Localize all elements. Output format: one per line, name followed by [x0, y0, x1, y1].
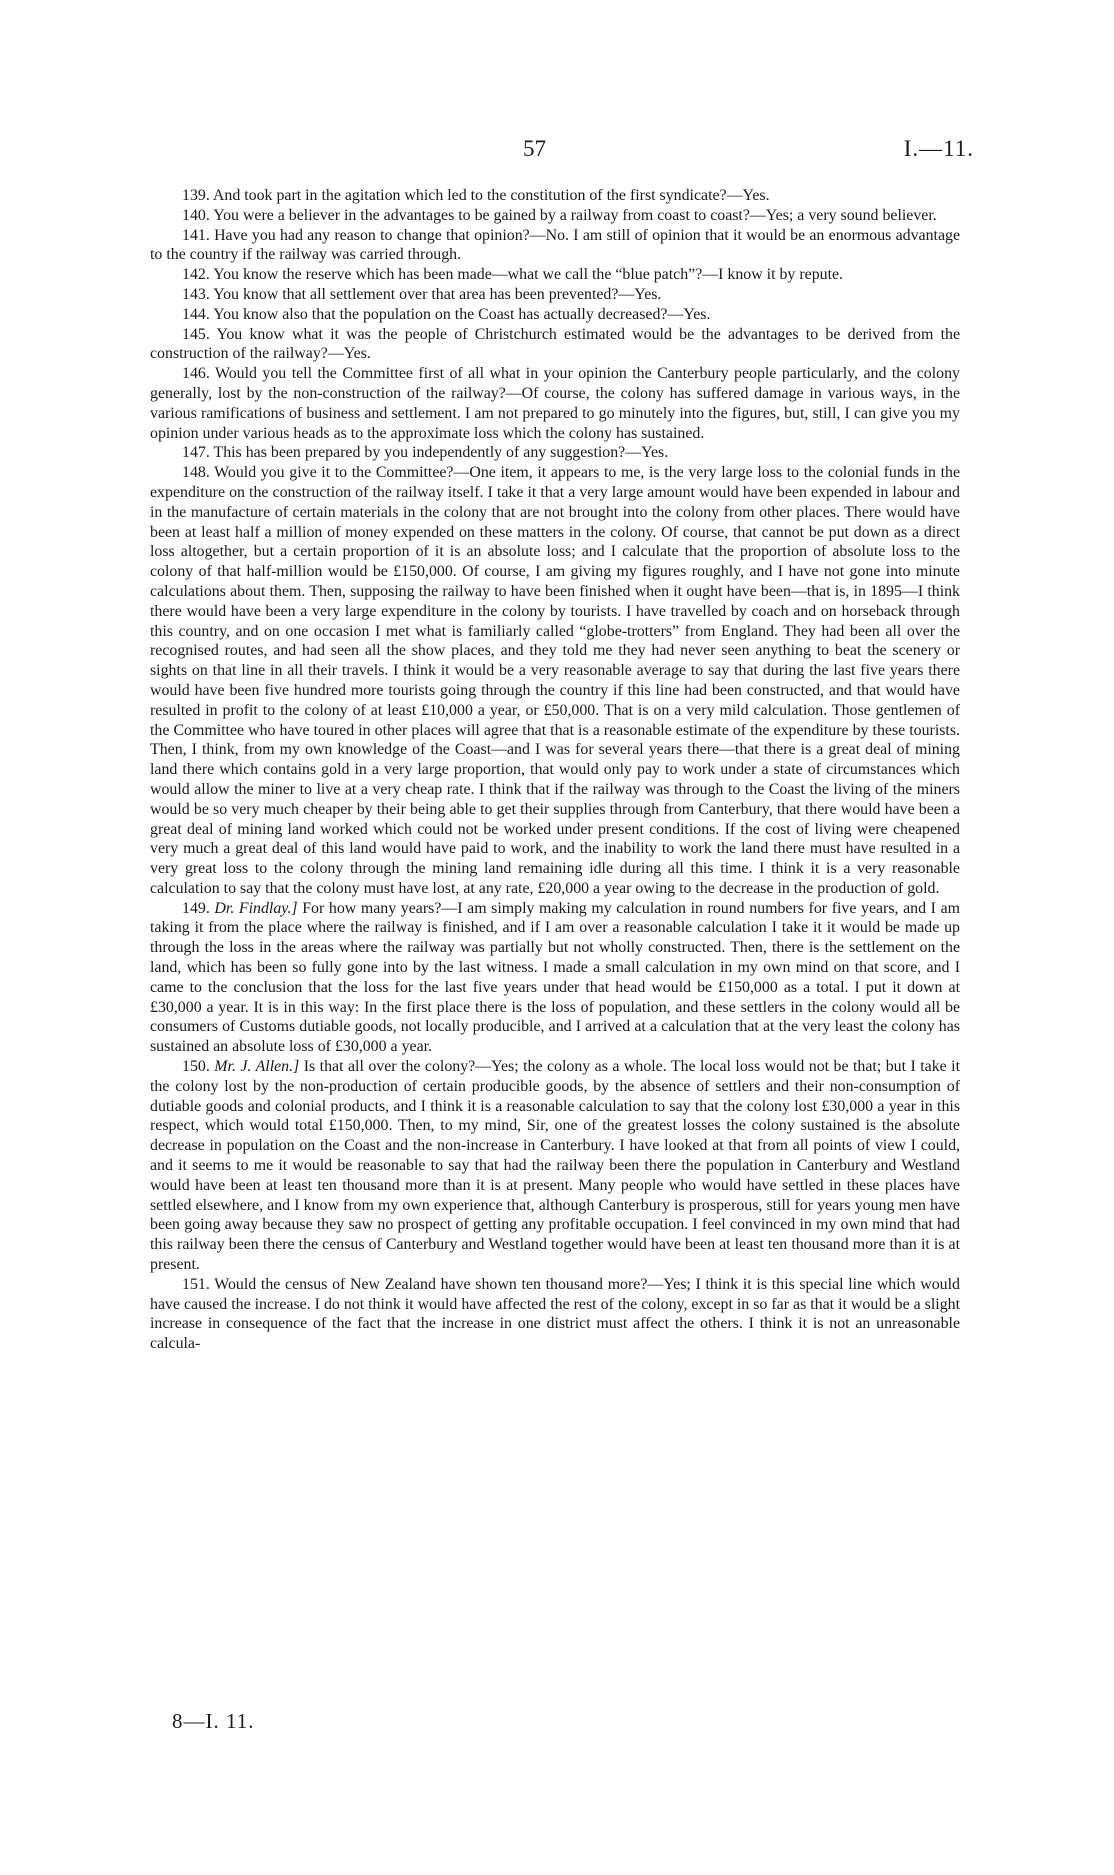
paragraph-text: Is that all over the colony?—Yes; the colony as a whole. The local loss would not be that; but I take it the colony lost by the non-production of certain producible goods, by the absence of settlers and their non-consumption of dutiable goods and colonial products, and I think it is a reasonable calculation to say that the colony lost £30,000 a year in this respect, which would total £150,000. Then, to my mind, Sir, one of the greatest losses the colony sustained is the absolute decrease in population on the Coast and the non-increase in Canterbury. I have looked at that from all points of view I could, and it seems to me it would be reasonable to say that had the railway been there the population in Canterbury and Westland would have been at least ten thousand more than it is at present. Many people who would have settled in these places have settled elsewhere, and I know from my own experience that, although Canterbury is prosperous, still for years young men have been going away because they saw no prospect of getting any profitable occupation. I feel convinced in my own mind that had this railway been there the census of Canterbury and Westland together would have been at least ten thousand more than it is at present. [150, 1058, 961, 1274]
question-number: 149. [182, 899, 215, 917]
paragraph-147: 147. This has been prepared by you independently of any suggestion?—Yes. [182, 444, 669, 462]
paragraph-141: 141. Have you had any reason to change that opinion?—No. I am still of opinion that it would be an enormous advantage to the country if the railway was carried through. [150, 226, 960, 264]
paragraph-139: 139. And took part in the agitation which led to the constitution of the first syndicate?—Yes. [182, 187, 770, 204]
paragraph-140: 140. You were a believer in the advantages to be gained by a railway from coast to coast?—Yes; a very sound believer. [182, 206, 937, 224]
paragraph-144: 144. You know also that the population on the Coast has actually decreased?—Yes. [182, 305, 711, 323]
document-code: I.—11. [903, 136, 974, 161]
signature-mark: 8—I. 11. [172, 1709, 255, 1733]
question-number: 150. [182, 1058, 215, 1076]
page-header [0, 136, 1114, 166]
speaker-name: Mr. J. Allen.] [214, 1058, 300, 1076]
paragraph-146: 146. Would you tell the Committee first of all what in your opinion the Canterbury people particularly, and the colony generally, lost by the non-construction of the railway?—Of course, the colony has suffered damage in various ways, in the various ramifications of business and settlement. I am not prepared to go minutely into the figures, but, still, I can give you my opinion under various heads as to the approximate loss which the colony has sustained. [150, 365, 960, 442]
paragraph-151: 151. Would the census of New Zealand have shown ten thousand more?—Yes; I think it is this special line which would have caused the increase. I do not think it would have affected the rest of the colony, except in so far as that it would be a slight increase in consequence of the fact that the increase in one district must affect the others. I think it is not an unreasonable calcula- [150, 1275, 960, 1353]
paragraph-text: For how many years?—I am simply making my calculation in round numbers for five years, and I am taking it from the place where the railway is finished, and if I am over a reasonable calculation I take it it would be made up through the loss in the areas where the railway was partially but not wholly constructed. Then, there is the settlement on the land, which has been so fully gone into by the last witness. I made a small calculation in my own mind on that score, and I came to the conclusion that the loss for the last five years under that head would be £150,000 as a total. I put it down at £30,000 a year. It is in this way: In the first place there is the loss of population, and these settlers in the colony would all be consumers of Customs dutiable goods, not locally producible, and I arrived at a calculation that at the very least the colony has sustained an absolute loss of £30,000 a year. [150, 899, 960, 1056]
paragraph-150 [150, 1057, 960, 1275]
paragraph-145: 145. You know what it was the people of Christchurch estimated would be the advantages to be derived from the construction of the railway?—Yes. [150, 325, 960, 363]
body-text [150, 186, 960, 1354]
paragraph-143: 143. You know that all settlement over that area has been prevented?—Yes. [182, 285, 662, 303]
speaker-name: Dr. Findlay.] [214, 899, 298, 917]
paragraph-148: 148. Would you give it to the Committee?—One item, it appears to me, is the very large loss to the colonial funds in the expenditure on the construction of the railway itself. I take it that a very large amount would have been expended in labour and in the manufacture of certain materials in the colony that are not brought into the colony from other places. There would have been at least half a million of money expended on these matters in the colony. Of course, that cannot be put down as a direct loss altogether, but a certain proportion of it is an absolute loss; and I calculate that the proportion of absolute loss to the colony of that half-million would be £150,000. Of course, I am giving my figures roughly, and I have not gone into minute calculations about them. Then, supposing the railway to have been finished when it ought have been—that is, in 1895—I think there would have been a very large expenditure in the colony by tourists. I have travelled by coach and on horseback through this country, and on one occasion I met what is familiarly called “globe-trotters” from England. They had been all over the recognised routes, and had seen all the show places, and they told me they had never seen anything to beat the scenery or sights on that line in all their travels. I think it would be a very reasonable average to say that during the last five years there would have been five hundred more tourists going through the country if this line had been constructed, and that would have resulted in profit to the colony of at least £10,000 a year, or £50,000. That is on a very mild calculation. Those gentlemen of the Committee who have toured in other places will agree that that is a reasonable estimate of the expenditure by these tourists. Then, I think, from my own knowledge of the Coast—and I was for several years there—that there is a great deal of mining land there which contains gold in a very large proportion, that would only pay to work under a state of circumstances which would allow the miner to live at a very cheap rate. I think that if the railway was through to the Coast the living of the miners would be so very much cheaper by their being able to get their supplies through from Canterbury, that there would have been a great deal of mining land worked which could not be worked under present conditions. If the cost of living were cheapened very much a great deal of this land would have paid to work, and the inability to work the land there must have resulted in a very great loss to the colony through the mining land remaining idle during all this time. I think it is a very reasonable calculation to say that the colony must have lost, at any rate, £20,000 a year owing to the decrease in the production of gold. [150, 464, 960, 897]
paragraph-142: 142. You know the reserve which has been made—what we call the “blue patch”?—I know it by repute. [182, 266, 844, 284]
page-number: 57 [523, 136, 546, 161]
paragraph-149 [150, 899, 960, 1057]
